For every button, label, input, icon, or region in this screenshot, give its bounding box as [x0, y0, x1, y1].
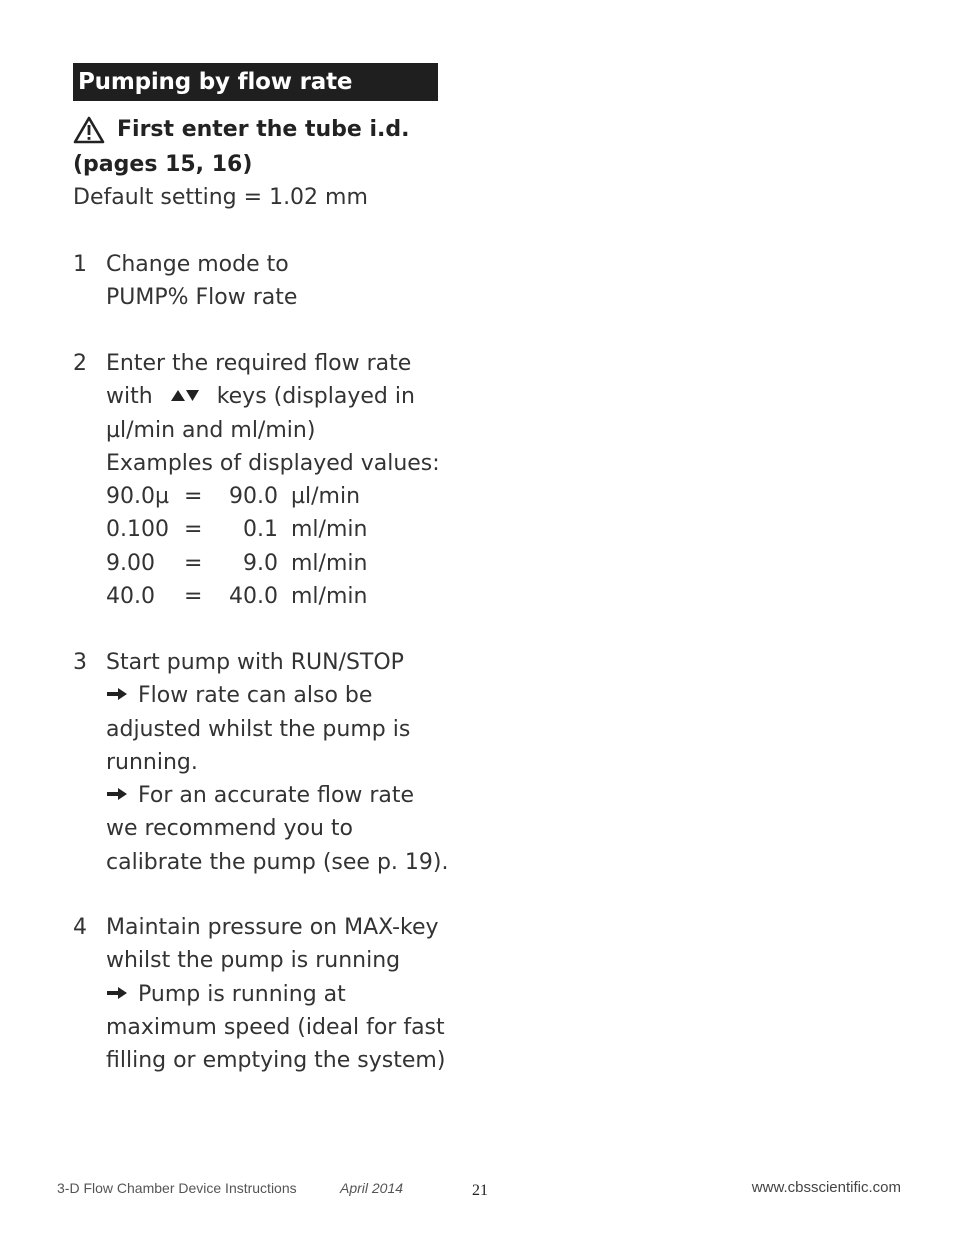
example-value: 90.0 [229, 484, 278, 510]
example-unit: ml/min [291, 584, 368, 610]
step-text [106, 380, 446, 413]
step-4 [106, 911, 446, 1077]
step-number: 2 [73, 351, 87, 376]
note-line [106, 679, 446, 712]
notice-pages: (pages 15, 16) [73, 152, 253, 177]
note-text: Pump is running at [138, 981, 346, 1007]
step-text: Maintain pressure on MAX-key [106, 915, 439, 940]
arrow-right-icon [106, 687, 128, 701]
step-text: Enter the required flow rate [106, 351, 412, 376]
arrow-right-icon [106, 986, 128, 1000]
example-value: 40.0 [229, 584, 278, 610]
arrow-right-icon [106, 787, 128, 801]
note-text: adjusted whilst the pump is [106, 716, 411, 742]
note-text: we recommend you to [106, 816, 353, 842]
step-text: Change mode to [106, 252, 289, 277]
example-row [106, 547, 446, 580]
example-value: 9.0 [243, 550, 278, 576]
example-row [106, 480, 446, 513]
example-equals: = [184, 484, 203, 510]
step-text: Examples of displayed values: [106, 450, 440, 476]
example-equals: = [184, 517, 203, 543]
note-line [106, 779, 446, 812]
example-equals: = [184, 584, 203, 610]
default-setting: Default setting = 1.02 mm [73, 185, 368, 210]
step-text: µl/min and ml/min) [106, 417, 316, 443]
step-text: Start pump with RUN/STOP [106, 650, 404, 675]
step-text-part: with [106, 384, 153, 410]
step-text: PUMP% Flow rate [106, 285, 298, 311]
example-display: 9.00 [106, 550, 155, 576]
example-display: 0.100 [106, 517, 169, 543]
step-number: 4 [73, 915, 87, 940]
example-unit: ml/min [291, 550, 368, 576]
footer-date: April 2014 [340, 1180, 404, 1196]
note-text: running. [106, 749, 198, 775]
example-display: 40.0 [106, 584, 155, 610]
example-unit: ml/min [291, 517, 368, 543]
section-heading: Pumping by flow rate [73, 63, 438, 101]
note-line [106, 978, 446, 1011]
example-equals: = [184, 550, 203, 576]
warning-triangle-icon [73, 116, 105, 144]
step-3 [106, 646, 449, 879]
note-text: Flow rate can also be [138, 683, 373, 709]
example-row [106, 580, 446, 613]
note-text: maximum speed (ideal for fast [106, 1014, 445, 1040]
notice-text: First enter the tube i.d. [117, 117, 410, 142]
step-number: 1 [73, 252, 87, 277]
example-display: 90.0µ [106, 484, 169, 510]
note-text: For an accurate flow rate [138, 783, 415, 809]
note-text: calibrate the pump (see p. 19). [106, 849, 449, 875]
step-2 [106, 347, 446, 613]
example-row [106, 513, 446, 546]
footer-url[interactable]: www.cbsscientific.com [751, 1179, 901, 1196]
example-unit: µl/min [291, 484, 361, 510]
example-value: 0.1 [243, 517, 278, 543]
step-text-part: keys (displayed in [216, 384, 415, 410]
up-down-keys-icon [170, 388, 200, 402]
step-number: 3 [73, 650, 87, 675]
notice-line [73, 113, 410, 147]
step-text: whilst the pump is running [106, 948, 401, 974]
note-text: filling or emptying the system) [106, 1048, 446, 1074]
page-number: 21 [472, 1182, 488, 1199]
step-1 [106, 248, 446, 315]
footer-doc-title: 3-D Flow Chamber Device Instructions [57, 1180, 297, 1196]
